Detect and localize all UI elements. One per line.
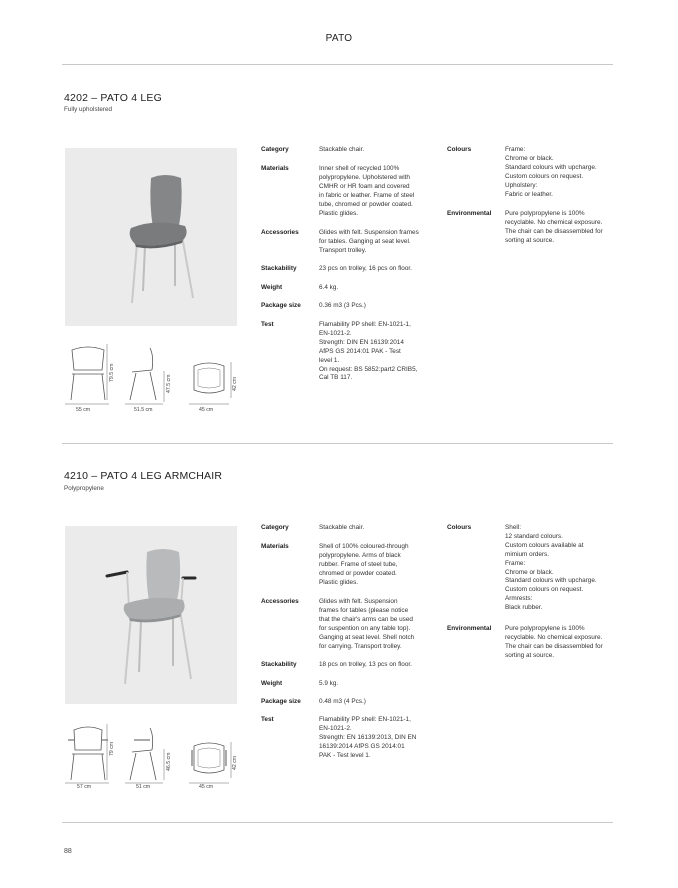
- spec-label-category: Category: [261, 524, 289, 531]
- spec-label-test: Test: [261, 716, 274, 723]
- spec-value-test: Flamability PP shell: EN-1021-1, EN-1021-2. Strength: DIN EN 16139:2014 AfPS GS 2014:01 PAK - Test level 1. On request: BS 5852:part2 CRIB5, Cal TB 117.: [319, 321, 418, 382]
- spec-value-category: Stackable chair.: [319, 146, 365, 153]
- spec-value-accessories: Glides with felt. Suspension frames for tables. Ganging at seat level. Transport trolley.: [319, 229, 419, 254]
- product-title: 4202 – PATO 4 LEG: [64, 92, 162, 104]
- dimension-top-width: 45 cm: [199, 407, 214, 413]
- side-view-drawing: [124, 722, 164, 784]
- spec-value-stackability: 18 pcs on trolley, 13 pcs on floor.: [319, 661, 412, 668]
- dimension-depth: 51.5 cm: [134, 407, 153, 413]
- dimension-width: 55 cm: [76, 407, 91, 413]
- spec-value-test: Flamability PP shell: EN-1021-1, EN-1021-2. Strength: EN 16139:2013, DIN EN 16139:2014 AfPS GS 2014:01 PAK - Test level 1.: [319, 716, 417, 759]
- spec-label-weight: Weight: [261, 284, 283, 291]
- product-title: 4210 – PATO 4 LEG ARMCHAIR: [64, 470, 223, 482]
- dimension-seat-height: 47.5 cm: [166, 374, 172, 393]
- product-subtitle: Fully upholstered: [64, 106, 112, 113]
- spec-value-accessories: Glides with felt. Suspension frames for tables (please notice that the chair's arms can be used for suspention on any table top). Ganging at seat level. Shell notch for carrying. Transport trolley.: [319, 598, 415, 650]
- spec-value-package-size: 0.36 m3 (3 Pcs.): [319, 302, 366, 309]
- spec-value-colours: Shell: 12 standard colours. Custom colours available at mimium orders. Frame: Chrome or black. Standard colours with upcharge. Custom colours on request. Armrests: Black rubber.: [505, 524, 597, 612]
- top-view-drawing: [188, 360, 230, 400]
- dimension-seat-height: 46.5 cm: [166, 752, 172, 771]
- top-divider: [62, 64, 613, 65]
- spec-value-environmental: Pure polypropylene is 100% recyclable. No chemical exposure. The chair can be disassembled for sorting at source.: [505, 210, 603, 244]
- spec-value-environmental: Pure polypropylene is 100% recyclable. No chemical exposure. The chair can be disassembled for sorting at source.: [505, 625, 603, 659]
- spec-value-category: Stackable chair.: [319, 524, 365, 531]
- spec-label-test: Test: [261, 321, 274, 328]
- spec-label-accessories: Accessories: [261, 598, 299, 605]
- spec-label-package-size: Package size: [261, 302, 301, 309]
- bottom-divider: [62, 822, 613, 823]
- spec-label-materials: Materials: [261, 543, 289, 550]
- spec-label-colours: Colours: [447, 146, 472, 153]
- spec-value-materials: Inner shell of recycled 100% polypropylene. Upholstered with CMHR or HR foam and covered in fabric or leather. Frame of steel tube, chromed or powder coated. Plastic glides.: [319, 165, 415, 217]
- spec-value-weight: 6.4 kg.: [319, 284, 339, 291]
- spec-value-package-size: 0.48 m3 (4 Pcs.): [319, 698, 366, 705]
- spec-value-weight: 5.9 kg.: [319, 680, 339, 687]
- dimension-width: 57 cm: [77, 784, 92, 790]
- product-subtitle: Polypropylene: [64, 485, 104, 492]
- armchair-photo-illustration: [65, 526, 237, 704]
- spec-label-materials: Materials: [261, 165, 289, 172]
- spec-value-colours: Frame: Chrome or black. Standard colours with upcharge. Custom colours on request. Upholstery: Fabric or leather.: [505, 146, 597, 198]
- spec-label-environmental: Environmental: [447, 625, 492, 632]
- dimension-height: 79 cm: [109, 741, 115, 756]
- spec-label-weight: Weight: [261, 680, 283, 687]
- spec-label-accessories: Accessories: [261, 229, 299, 236]
- dimension-depth: 51 cm: [136, 784, 151, 790]
- spec-label-package-size: Package size: [261, 698, 301, 705]
- dimension-top-width: 45 cm: [199, 784, 214, 790]
- top-view-drawing: [188, 740, 230, 780]
- spec-value-stackability: 23 pcs on trolley, 16 pcs on floor.: [319, 265, 412, 272]
- spec-label-stackability: Stackability: [261, 265, 297, 272]
- spec-label-stackability: Stackability: [261, 661, 297, 668]
- spec-label-category: Category: [261, 146, 289, 153]
- page-header-title: PATO: [325, 33, 353, 44]
- dimension-top-depth: 42 cm: [232, 755, 238, 770]
- chair-photo-illustration: [65, 148, 237, 326]
- page-number: 88: [64, 848, 72, 855]
- spec-value-materials: Shell of 100% coloured-through polypropylene. Arms of black rubber. Frame of steel tube, chromed or powder coated. Plastic glides.: [319, 543, 409, 586]
- side-view-drawing: [124, 342, 164, 404]
- product-photo-chair: [65, 148, 237, 326]
- section-divider: [62, 443, 613, 444]
- spec-label-environmental: Environmental: [447, 210, 492, 217]
- spec-label-colours: Colours: [447, 524, 472, 531]
- product-photo-armchair: [65, 526, 237, 704]
- dimension-height: 79.5 cm: [109, 363, 115, 382]
- dimension-top-depth: 42 cm: [232, 376, 238, 391]
